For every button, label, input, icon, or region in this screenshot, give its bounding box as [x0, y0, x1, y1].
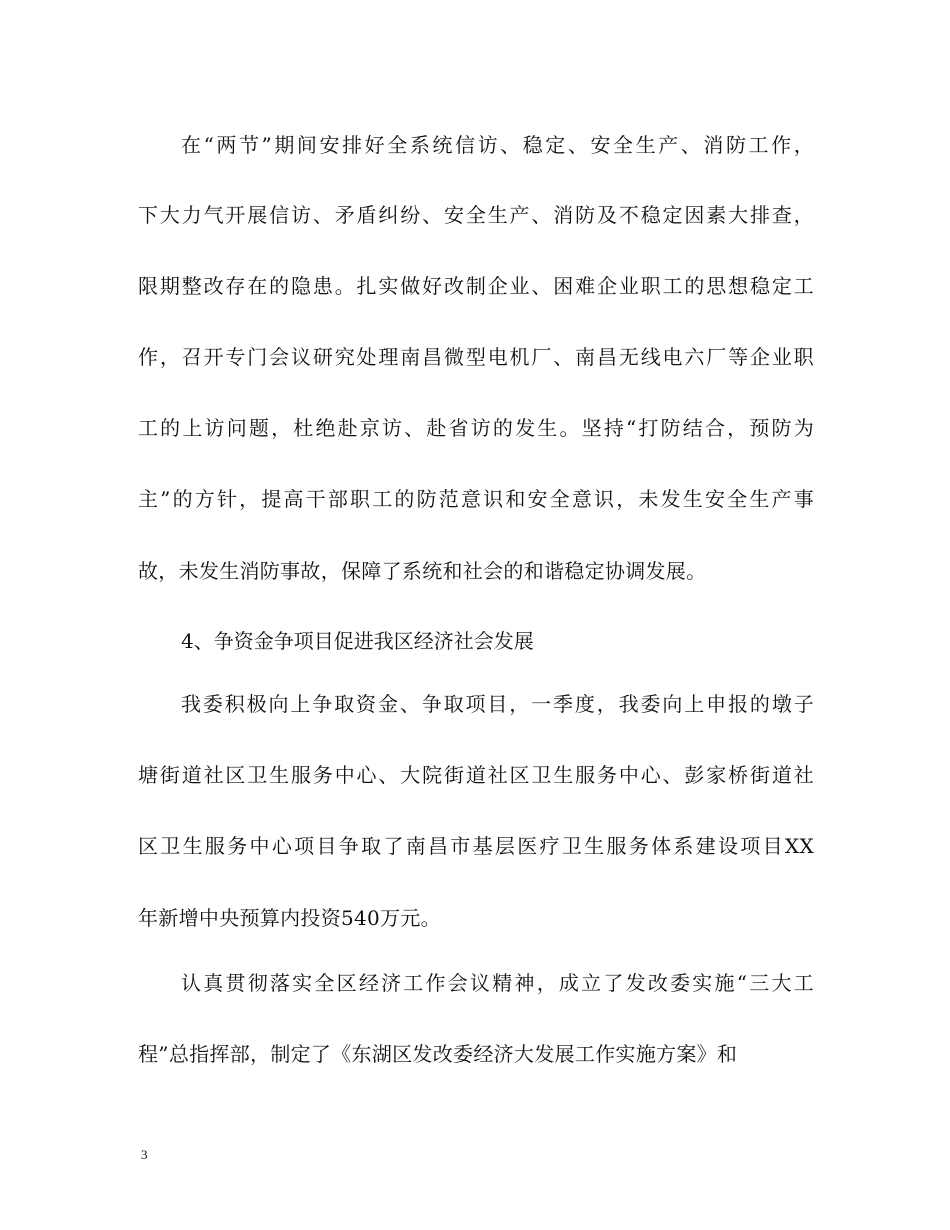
paragraph-2-line-2: 塘街道社区卫生服务中心、大院街道社区卫生服务中心、彭家桥街道社: [138, 763, 814, 787]
page-number: 3: [141, 1147, 148, 1162]
paragraph-3-line-2: 程”总指挥部，制定了《东湖区发改委经济大发展工作实施方案》和: [138, 1042, 738, 1066]
paragraph-1-line-7: 故，未发生消防事故，保障了系统和社会的和谐稳定协调发展。: [138, 559, 707, 583]
paragraph-1-line-4: 作，召开专门会议研究处理南昌微型电机厂、南昌无线电六厂等企业职: [138, 345, 814, 369]
paragraph-2-line-4: 年新增中央预算内投资540万元。: [138, 906, 441, 930]
paragraph-2-line-3: 区卫生服务中心项目争取了南昌市基层医疗卫生服务体系建设项目XX: [138, 834, 814, 858]
paragraph-2-line-1: 我委积极向上争取资金、争取项目，一季度，我委向上申报的墩子: [181, 692, 814, 716]
paragraph-1-line-5: 工的上访问题，杜绝赴京访、赴省访的发生。坚持“打防结合，预防为: [138, 416, 814, 440]
paragraph-3-line-1: 认真贯彻落实全区经济工作会议精神，成立了发改委实施“三大工: [181, 971, 814, 995]
paragraph-1-line-6: 主”的方针，提高干部职工的防范意识和安全意识，未发生安全生产事: [138, 487, 814, 511]
section-heading-4: 4、争资金争项目促进我区经济社会发展: [181, 629, 534, 653]
paragraph-1-line-1: 在“两节”期间安排好全系统信访、稳定、安全生产、消防工作，: [181, 133, 814, 157]
paragraph-1-line-3: 限期整改存在的隐患。扎实做好改制企业、困难企业职工的思想稳定工: [138, 274, 814, 298]
paragraph-1-line-2: 下大力气开展信访、矛盾纠纷、安全生产、消防及不稳定因素大排查，: [138, 203, 814, 227]
